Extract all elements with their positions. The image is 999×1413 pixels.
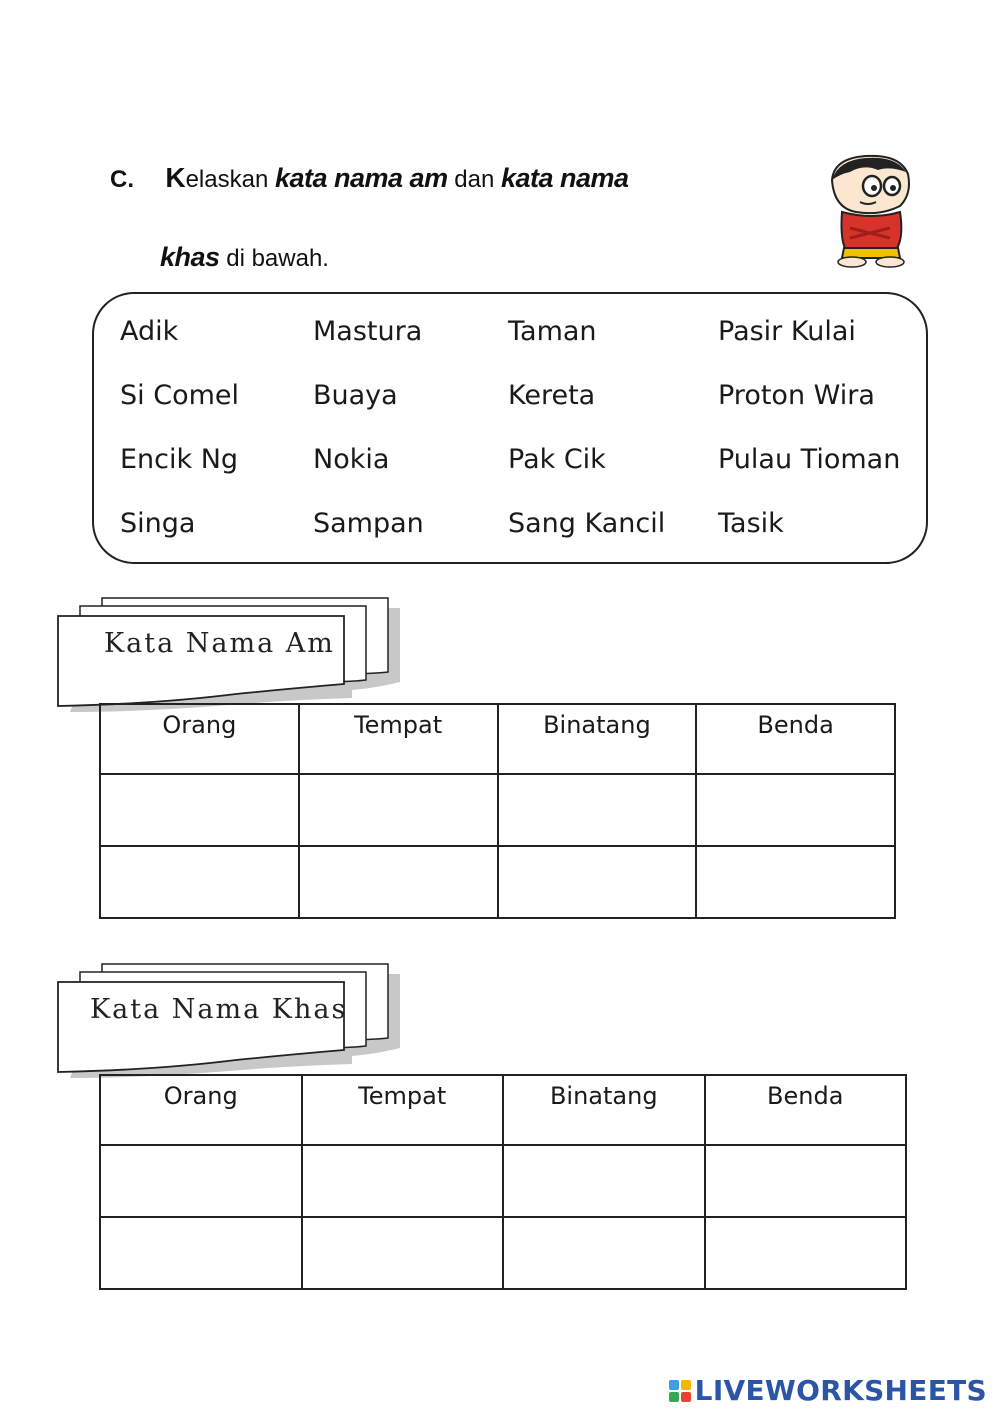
cartoon-boy-icon bbox=[820, 150, 920, 270]
instruction-text-2: dan bbox=[454, 166, 495, 193]
word-bank-item: Pasir Kulai bbox=[718, 316, 856, 347]
word-bank-item: Singa bbox=[120, 508, 196, 539]
answer-cell[interactable] bbox=[299, 774, 498, 846]
section-title: Kata Nama Am bbox=[104, 628, 335, 659]
liveworksheets-brand[interactable] bbox=[669, 1374, 987, 1407]
column-header-benda: Benda bbox=[696, 704, 895, 774]
table-header-row bbox=[100, 704, 895, 774]
answer-cell[interactable] bbox=[498, 846, 697, 918]
answer-cell[interactable] bbox=[100, 1217, 302, 1289]
question-label: C. bbox=[110, 166, 134, 193]
word-bank-item: Sampan bbox=[313, 508, 424, 539]
word-bank-item: Taman bbox=[508, 316, 597, 347]
section-banner-kata-nama-khas bbox=[56, 962, 406, 1082]
answer-cell[interactable] bbox=[503, 1217, 705, 1289]
answer-cell[interactable] bbox=[696, 774, 895, 846]
instruction-emphasis-2: kata nama bbox=[500, 163, 629, 193]
classification-table-khas bbox=[99, 1074, 907, 1290]
word-bank-item: Encik Ng bbox=[120, 444, 239, 475]
liveworksheets-logo-icon bbox=[669, 1380, 691, 1402]
word-bank-item: Kereta bbox=[508, 380, 596, 411]
column-header-orang: Orang bbox=[100, 704, 299, 774]
word-bank-item: Adik bbox=[120, 316, 179, 347]
answer-cell[interactable] bbox=[100, 846, 299, 918]
table-row bbox=[100, 846, 895, 918]
classification-table-am bbox=[99, 703, 896, 919]
word-bank-item: Sang Kancil bbox=[508, 508, 666, 539]
answer-cell[interactable] bbox=[100, 1145, 302, 1217]
word-bank-item: Mastura bbox=[313, 316, 423, 347]
instruction-emphasis-3: khas bbox=[160, 242, 220, 272]
section-title: Kata Nama Khas bbox=[90, 994, 348, 1025]
table-header-row bbox=[100, 1075, 906, 1145]
instruction-text-1: elaskan bbox=[185, 166, 269, 193]
answer-cell[interactable] bbox=[503, 1145, 705, 1217]
brand-name: LIVEWORKSHEETS bbox=[694, 1374, 987, 1407]
word-bank-item: Pulau Tioman bbox=[718, 444, 901, 475]
answer-cell[interactable] bbox=[705, 1145, 907, 1217]
column-header-binatang: Binatang bbox=[498, 704, 697, 774]
table-row bbox=[100, 1145, 906, 1217]
answer-cell[interactable] bbox=[299, 846, 498, 918]
answer-cell[interactable] bbox=[696, 846, 895, 918]
answer-cell[interactable] bbox=[705, 1217, 907, 1289]
instruction-first-letter: K bbox=[165, 162, 186, 193]
answer-cell[interactable] bbox=[302, 1217, 504, 1289]
column-header-tempat: Tempat bbox=[299, 704, 498, 774]
instruction-line-2 bbox=[160, 244, 329, 271]
word-bank-item: Proton Wira bbox=[718, 380, 875, 411]
word-bank-item: Buaya bbox=[313, 380, 398, 411]
answer-cell[interactable] bbox=[498, 774, 697, 846]
column-header-orang: Orang bbox=[100, 1075, 302, 1145]
column-header-binatang: Binatang bbox=[503, 1075, 705, 1145]
table-row bbox=[100, 774, 895, 846]
answer-cell[interactable] bbox=[100, 774, 299, 846]
word-bank-item: Si Comel bbox=[120, 380, 240, 411]
word-bank-item: Tasik bbox=[718, 508, 784, 539]
instruction-emphasis-1: kata nama am bbox=[274, 163, 448, 193]
table-row bbox=[100, 1217, 906, 1289]
column-header-tempat: Tempat bbox=[302, 1075, 504, 1145]
column-header-benda: Benda bbox=[705, 1075, 907, 1145]
word-bank-item: Nokia bbox=[313, 444, 390, 475]
answer-cell[interactable] bbox=[302, 1145, 504, 1217]
word-bank-item: Pak Cik bbox=[508, 444, 606, 475]
section-banner-kata-nama-am bbox=[56, 596, 406, 716]
instruction-line-1 bbox=[110, 164, 629, 192]
instruction-text-3: di bawah. bbox=[226, 245, 329, 272]
